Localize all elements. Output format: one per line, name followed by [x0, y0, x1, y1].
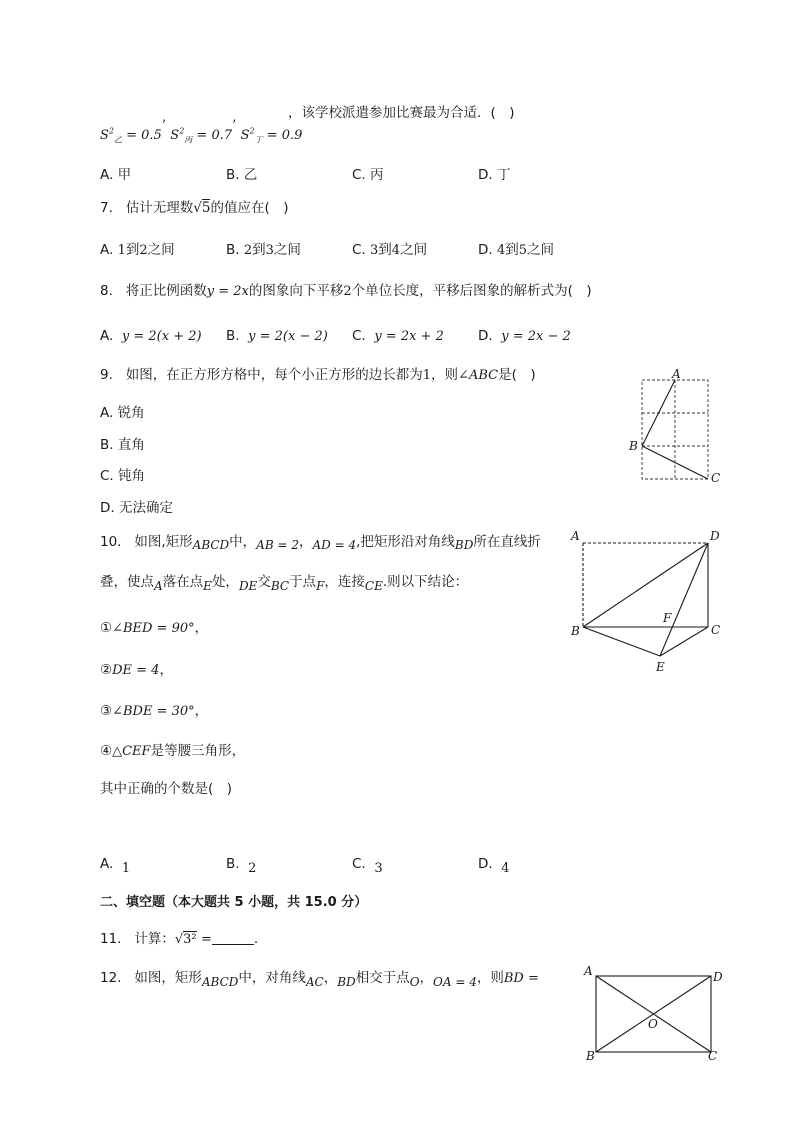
grid-border	[642, 380, 708, 479]
label-b: B	[571, 624, 580, 638]
q10-option-d[interactable]: D. 4	[478, 856, 510, 876]
q7-option-c[interactable]: C. 3到4之间	[352, 242, 428, 258]
label-b: B	[586, 1049, 595, 1063]
label-a: A	[672, 367, 681, 381]
label-o: O	[648, 1017, 658, 1031]
q9-grid-figure	[622, 365, 732, 485]
q10-conclusion-3: ③∠BDE = 30°，	[100, 703, 209, 719]
label-c: C	[711, 471, 721, 485]
q6-text: ，该学校派遣参加比赛最为合适．( )	[288, 105, 515, 121]
question-number: 9.	[100, 367, 113, 383]
q6-option-c[interactable]: C. 丙	[352, 167, 384, 183]
q6-formula: $S^2_乙 = 0.5$’ $S^2_丙 = 0.7$’ $S^2_丁 = 0.9$	[100, 118, 303, 145]
q6-variance-yi: $S^2_乙 = 0.5$	[100, 126, 162, 145]
q10-line2: 叠，使点A落在点E处，DE交BC于点F，连接CE.则以下结论：	[100, 574, 469, 593]
q9-option-c[interactable]: C. 钝角	[100, 468, 146, 484]
q6-variance-ding: $S^2_丁 = 0.9$	[240, 126, 303, 145]
q7-stem: 7. 估计无理数√5的值应在( )	[100, 200, 289, 216]
q6-option-a[interactable]: A. 甲	[100, 167, 132, 183]
segment-de	[660, 543, 708, 656]
q10-option-a[interactable]: A. 1	[100, 856, 131, 876]
q12-stem: 12. 如图，矩形ABCD中，对角线AC，BD相交于点O，OA = 4，则BD =	[100, 970, 539, 989]
q7-option-a[interactable]: A. 1到2之间	[100, 242, 175, 258]
q8-option-b[interactable]: B. y = 2(x − 2)	[226, 328, 328, 344]
q10-option-c[interactable]: C. 3	[352, 856, 383, 876]
label-c: C	[711, 623, 721, 637]
q10-conclusion-4: ④△CEF是等腰三角形，	[100, 743, 246, 759]
question-number: 10.	[100, 534, 122, 550]
label-a: A	[584, 964, 593, 978]
q8-option-d[interactable]: D. y = 2x − 2	[478, 328, 571, 344]
q10-fold-figure	[565, 525, 735, 680]
q8-option-a[interactable]: A. y = 2(x + 2)	[100, 328, 202, 344]
q6-option-d[interactable]: D. 丁	[478, 167, 511, 183]
question-number: 12.	[100, 970, 122, 986]
segment-ec	[660, 627, 708, 656]
label-e: E	[656, 660, 665, 674]
q9-option-b[interactable]: B. 直角	[100, 437, 145, 453]
q9-option-a[interactable]: A. 锐角	[100, 405, 145, 421]
q12-rectangle-figure	[578, 962, 728, 1066]
label-a: A	[571, 529, 580, 543]
segment-ba	[642, 380, 675, 446]
q10-line1: 10. 如图,矩形ABCD中，AB = 2，AD = 4,把矩形沿对角线BD所在直线折	[100, 534, 541, 552]
q6-variance-bing: $S^2_丙 = 0.7$	[170, 126, 233, 145]
question-number: 7.	[100, 200, 113, 216]
diagonal-bd	[583, 543, 708, 627]
sqrt-expression: √5	[193, 200, 211, 216]
segment-be	[583, 627, 660, 656]
q11-stem: 11. 计算：√3² = .	[100, 931, 259, 947]
section-heading: 二、填空题（本大题共 5 小题，共 15.0 分）	[100, 895, 368, 910]
q10-conclusion-2: ②DE = 4，	[100, 662, 173, 678]
q10-question: 其中正确的个数是( )	[100, 781, 233, 797]
q10-option-b[interactable]: B. 2	[226, 856, 257, 876]
question-number: 8.	[100, 283, 113, 299]
q7-option-b[interactable]: B. 2到3之间	[226, 242, 301, 258]
label-d: D	[710, 529, 720, 543]
q6-option-b[interactable]: B. 乙	[226, 167, 258, 183]
sqrt-expression: √3²	[174, 932, 197, 947]
label-d: D	[713, 970, 723, 984]
q8-option-c[interactable]: C. y = 2x + 2	[352, 328, 444, 344]
label-f: F	[663, 611, 672, 625]
q7-option-d[interactable]: D. 4到5之间	[478, 242, 555, 258]
answer-blank[interactable]	[212, 932, 254, 945]
q9-option-d[interactable]: D. 无法确定	[100, 500, 173, 516]
question-number: 11.	[100, 931, 122, 947]
q10-conclusion-1: ①∠BED = 90°，	[100, 620, 209, 636]
label-c: C	[708, 1049, 718, 1063]
q9-stem: 9. 如图，在正方形方格中，每个小正方形的边长都为1，则∠ABC是( )	[100, 367, 536, 383]
label-b: B	[629, 439, 638, 453]
q8-stem: 8. 将正比例函数y = 2x的图象向下平移2个单位长度，平移后图象的解析式为( )	[100, 283, 592, 299]
